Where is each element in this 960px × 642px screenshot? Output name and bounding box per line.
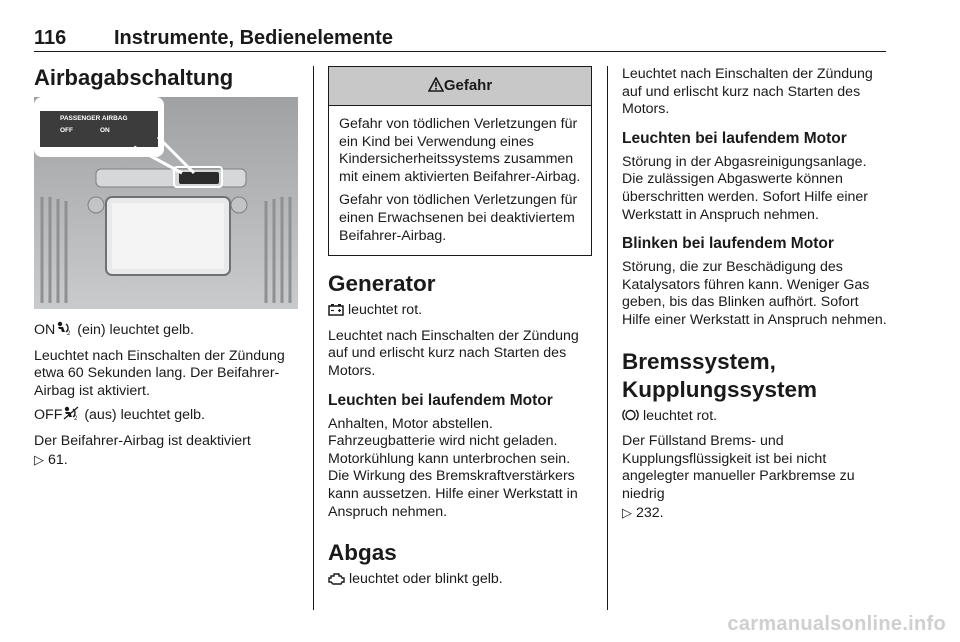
dashboard-photo [34,97,298,309]
column-3 [622,64,888,528]
page-header [34,27,886,52]
on-text: (ein) leuchtet gelb. [73,322,194,338]
section-title-generator: Generator [328,271,436,297]
svg-text:2: 2 [67,331,71,336]
column-divider-1 [313,66,314,610]
brake-lamp-text: leuchtet rot. [639,407,718,424]
off-line [34,406,298,427]
photo-label-off: OFF [60,127,73,134]
reference-arrow-icon: ▷ [34,451,44,467]
brake-title-line-1: Bremssystem, [622,348,776,374]
subsection-blinking-engine: Blinken bei laufendem Motor [622,235,834,253]
engine-icon [328,572,345,591]
exhaust-running-description: Störung in der Abgasreinigungsanlage. Die zulässigen Abgaswerte können überschritten werden. Sofort Hilfe einer Werkstatt in Anspruch nehmen. [622,153,869,223]
brake-description [622,433,888,522]
photo-label-title: PASSENGER AIRBAG [60,115,128,122]
on-line [34,321,298,342]
danger-title: Gefahr [443,77,493,94]
subsection-running-engine-exhaust: Leuchten bei laufendem Motor [622,129,847,147]
blinking-description: Störung, die zur Beschädigung des Katalysators führen kann. Weniger Gas geben, bis das Blinken aufhört. Sofort Hilfe einer Werkstatt in Anspruch nehmen. [622,259,887,328]
exhaust-lamp-text: leuchtet oder blinkt gelb. [345,571,503,588]
danger-body [329,106,591,255]
exhaust-continued-text: Leuchtet nach Einschalten der Zündung auf und erlischt kurz nach Starten des Motors. [622,66,873,118]
off-description-text: Der Beifahrer-Airbag ist deaktiviert [34,432,251,449]
airbag-on-icon [55,321,73,342]
section-title-exhaust: Abgas [328,540,397,566]
off-prefix: OFF [34,407,63,424]
warning-triangle-icon [428,69,444,107]
subsection-running-engine: Leuchten bei laufendem Motor [328,391,553,409]
brake-description-text: Der Füllstand Brems- und Kupplungsflüssigkeit ist bei nicht angelegter manueller Parkbremse zu niedrig [622,433,855,502]
generator-description: Leuchtet nach Einschalten der Zündung auf und erlischt kurz nach Starten des Motors. [328,327,579,379]
svg-text:2: 2 [74,416,78,422]
page-reference[interactable]: 232. [635,504,664,521]
off-description [34,433,298,469]
chapter-title: Instrumente, Bedienelemente [114,27,393,49]
danger-text-1: Gefahr von tödlichen Verletzungen für ein Kind bei Verwendung eines Kindersicherheitssystems zusammen mit einem aktivierten Beifahrer-Airbag. [339,116,581,185]
on-prefix: ON [34,322,56,338]
danger-box [328,66,592,256]
photo-label-on: ON [100,127,110,134]
generator-lamp-text: leuchtet rot. [344,302,423,319]
generator-lamp-line [328,302,592,322]
column-2 [328,64,592,597]
exhaust-lamp-line [328,571,592,591]
page-reference[interactable]: 61. [47,451,68,468]
battery-icon [328,303,344,322]
section-title-brake [622,348,888,404]
reference-arrow-icon: ▷ [622,504,632,520]
airbag-off-icon [62,406,80,427]
running-engine-description: Anhalten, Motor abstellen. Fahrzeugbatterie wird nicht geladen. Motorkühlung kann unterbrochen sein. Die Wirkung des Bremskraftverstärkers kann aussetzen. Hilfe einer Werkstatt in Anspruch nehmen. [328,415,578,520]
section-title-airbag: Airbagabschaltung [34,65,234,90]
page-number: 116 [34,27,67,49]
off-text: (aus) leuchtet gelb. [80,407,205,424]
watermark: carmanualsonline.info [727,613,946,635]
column-divider-2 [607,66,608,610]
danger-header [329,67,591,106]
column-1 [34,64,298,475]
on-description: Leuchtet nach Einschalten der Zündung etwa 60 Sekunden lang. Der Beifahrer-Airbag ist aktiviert. [34,347,285,399]
brake-title-line-2: Kupplungssystem [622,376,818,402]
brake-lamp-line [622,408,888,428]
brake-warning-icon [622,408,639,428]
danger-text-2: Gefahr von tödlichen Verletzungen für einen Erwachsenen bei deaktiviertem Beifahrer-Airbag. [339,192,578,244]
